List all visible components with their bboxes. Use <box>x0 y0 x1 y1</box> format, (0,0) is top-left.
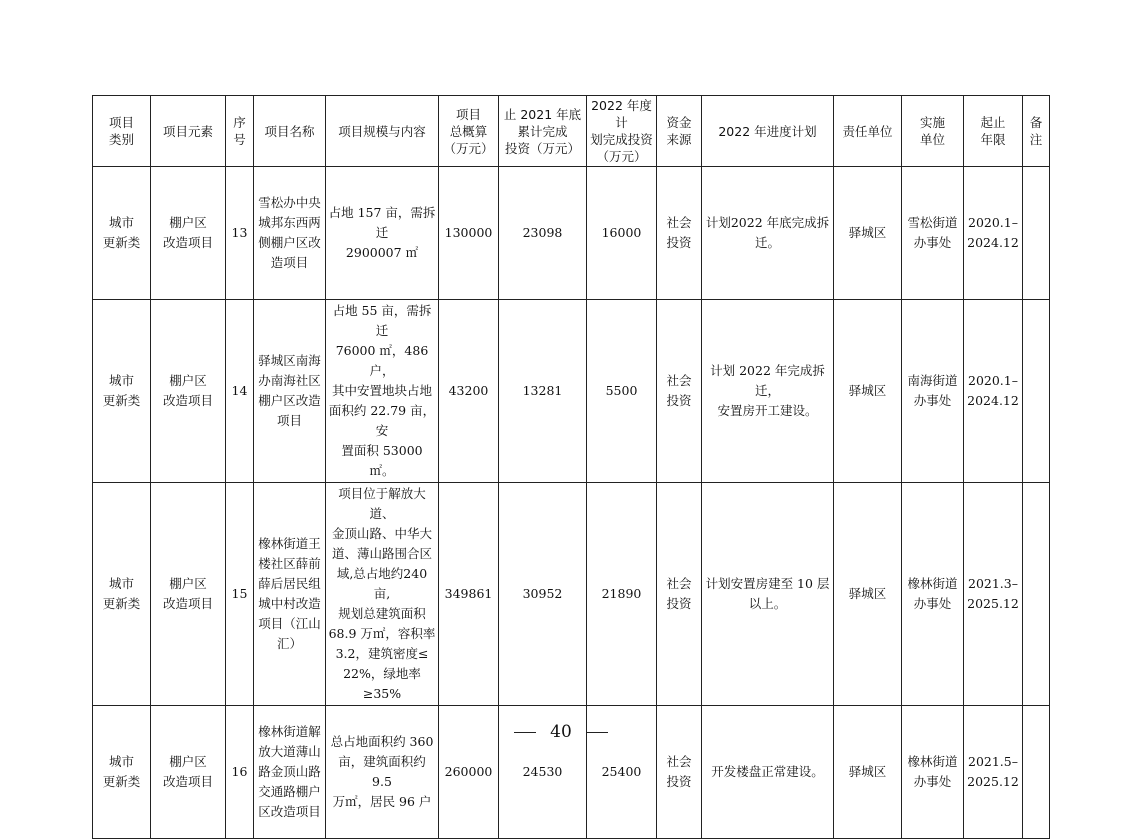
cell-responsible: 驿城区 <box>834 167 902 300</box>
cell-name: 橡林街道解 放大道薄山 路金顶山路 交通路棚户 区改造项目 <box>254 706 326 839</box>
header-category: 项目 类别 <box>93 96 151 167</box>
cell-element: 棚户区 改造项目 <box>151 300 226 483</box>
cell-total-budget: 130000 <box>439 167 499 300</box>
cell-name: 驿城区南海 办南海社区 棚户区改造 项目 <box>254 300 326 483</box>
cell-fund-source: 社会 投资 <box>657 706 702 839</box>
cell-fund-source: 社会 投资 <box>657 300 702 483</box>
header-completed-2021: 止 2021 年底 累计完成 投资（万元） <box>499 96 587 167</box>
cell-implementer: 橡林街道 办事处 <box>902 706 964 839</box>
cell-plan-2022: 21890 <box>587 483 657 706</box>
header-index: 序号 <box>226 96 254 167</box>
cell-period: 2020.1– 2024.12 <box>964 167 1023 300</box>
cell-implementer: 南海街道 办事处 <box>902 300 964 483</box>
cell-plan-2022: 5500 <box>587 300 657 483</box>
cell-scope: 项目位于解放大道、 金顶山路、中华大 道、薄山路围合区 域,总占地约240 亩, 规划总建筑面积 68.9 万㎡，容积率 3.2，建筑密度≤ 22%，绿地率≥35% <box>326 483 439 706</box>
dash-right <box>586 732 608 733</box>
cell-name: 雪松办中央 城邦东西两 侧棚户区改 造项目 <box>254 167 326 300</box>
table-row <box>93 300 1050 483</box>
cell-fund-source: 社会 投资 <box>657 483 702 706</box>
cell-progress-2022: 开发楼盘正常建设。 <box>702 706 834 839</box>
header-element: 项目元素 <box>151 96 226 167</box>
cell-remark <box>1023 300 1050 483</box>
cell-category: 城市 更新类 <box>93 483 151 706</box>
header-row <box>93 96 1050 167</box>
cell-element: 棚户区 改造项目 <box>151 706 226 839</box>
header-plan-2022: 2022 年度计 划完成投资 （万元） <box>587 96 657 167</box>
table-row <box>93 483 1050 706</box>
header-remark: 备 注 <box>1023 96 1050 167</box>
cell-plan-2022: 25400 <box>587 706 657 839</box>
cell-element: 棚户区 改造项目 <box>151 167 226 300</box>
cell-category: 城市 更新类 <box>93 706 151 839</box>
table-row <box>93 167 1050 300</box>
cell-remark <box>1023 167 1050 300</box>
dash-left <box>514 732 536 733</box>
cell-completed-2021: 24530 <box>499 706 587 839</box>
cell-index: 16 <box>226 706 254 839</box>
cell-fund-source: 社会 投资 <box>657 167 702 300</box>
header-responsible: 责任单位 <box>834 96 902 167</box>
header-scope: 项目规模与内容 <box>326 96 439 167</box>
cell-progress-2022: 计划安置房建至 10 层 以上。 <box>702 483 834 706</box>
cell-scope: 占地 55 亩，需拆迁 76000 ㎡，486 户， 其中安置地块占地 面积约 22.79 亩，安 置面积 53000 ㎡。 <box>326 300 439 483</box>
cell-total-budget: 43200 <box>439 300 499 483</box>
cell-total-budget: 260000 <box>439 706 499 839</box>
cell-index: 15 <box>226 483 254 706</box>
cell-name: 橡林街道王 楼社区薛前 薛后居民组 城中村改造 项目（江山 汇） <box>254 483 326 706</box>
cell-responsible: 驿城区 <box>834 483 902 706</box>
cell-index: 13 <box>226 167 254 300</box>
cell-responsible: 驿城区 <box>834 706 902 839</box>
cell-implementer: 雪松街道 办事处 <box>902 167 964 300</box>
header-progress-2022: 2022 年进度计划 <box>702 96 834 167</box>
cell-period: 2021.3– 2025.12 <box>964 483 1023 706</box>
page-number: 40 <box>550 722 572 742</box>
cell-implementer: 橡林街道 办事处 <box>902 483 964 706</box>
header-total-budget: 项目 总概算 （万元） <box>439 96 499 167</box>
cell-remark <box>1023 483 1050 706</box>
cell-total-budget: 349861 <box>439 483 499 706</box>
cell-period: 2021.5– 2025.12 <box>964 706 1023 839</box>
cell-period: 2020.1– 2024.12 <box>964 300 1023 483</box>
cell-scope: 占地 157 亩，需拆迁 2900007 ㎡ <box>326 167 439 300</box>
cell-completed-2021: 23098 <box>499 167 587 300</box>
header-implementer: 实施 单位 <box>902 96 964 167</box>
header-period: 起止 年限 <box>964 96 1023 167</box>
cell-element: 棚户区 改造项目 <box>151 483 226 706</box>
header-name: 项目名称 <box>254 96 326 167</box>
cell-category: 城市 更新类 <box>93 167 151 300</box>
cell-completed-2021: 13281 <box>499 300 587 483</box>
header-fund-source: 资金 来源 <box>657 96 702 167</box>
page-footer <box>0 722 1122 742</box>
cell-progress-2022: 计划2022 年底完成拆迁。 <box>702 167 834 300</box>
cell-scope: 总占地面积约 360 亩，建筑面积约 9.5 万㎡，居民 96 户 <box>326 706 439 839</box>
cell-plan-2022: 16000 <box>587 167 657 300</box>
cell-category: 城市 更新类 <box>93 300 151 483</box>
cell-completed-2021: 30952 <box>499 483 587 706</box>
cell-progress-2022: 计划 2022 年完成拆迁， 安置房开工建设。 <box>702 300 834 483</box>
cell-responsible: 驿城区 <box>834 300 902 483</box>
cell-index: 14 <box>226 300 254 483</box>
